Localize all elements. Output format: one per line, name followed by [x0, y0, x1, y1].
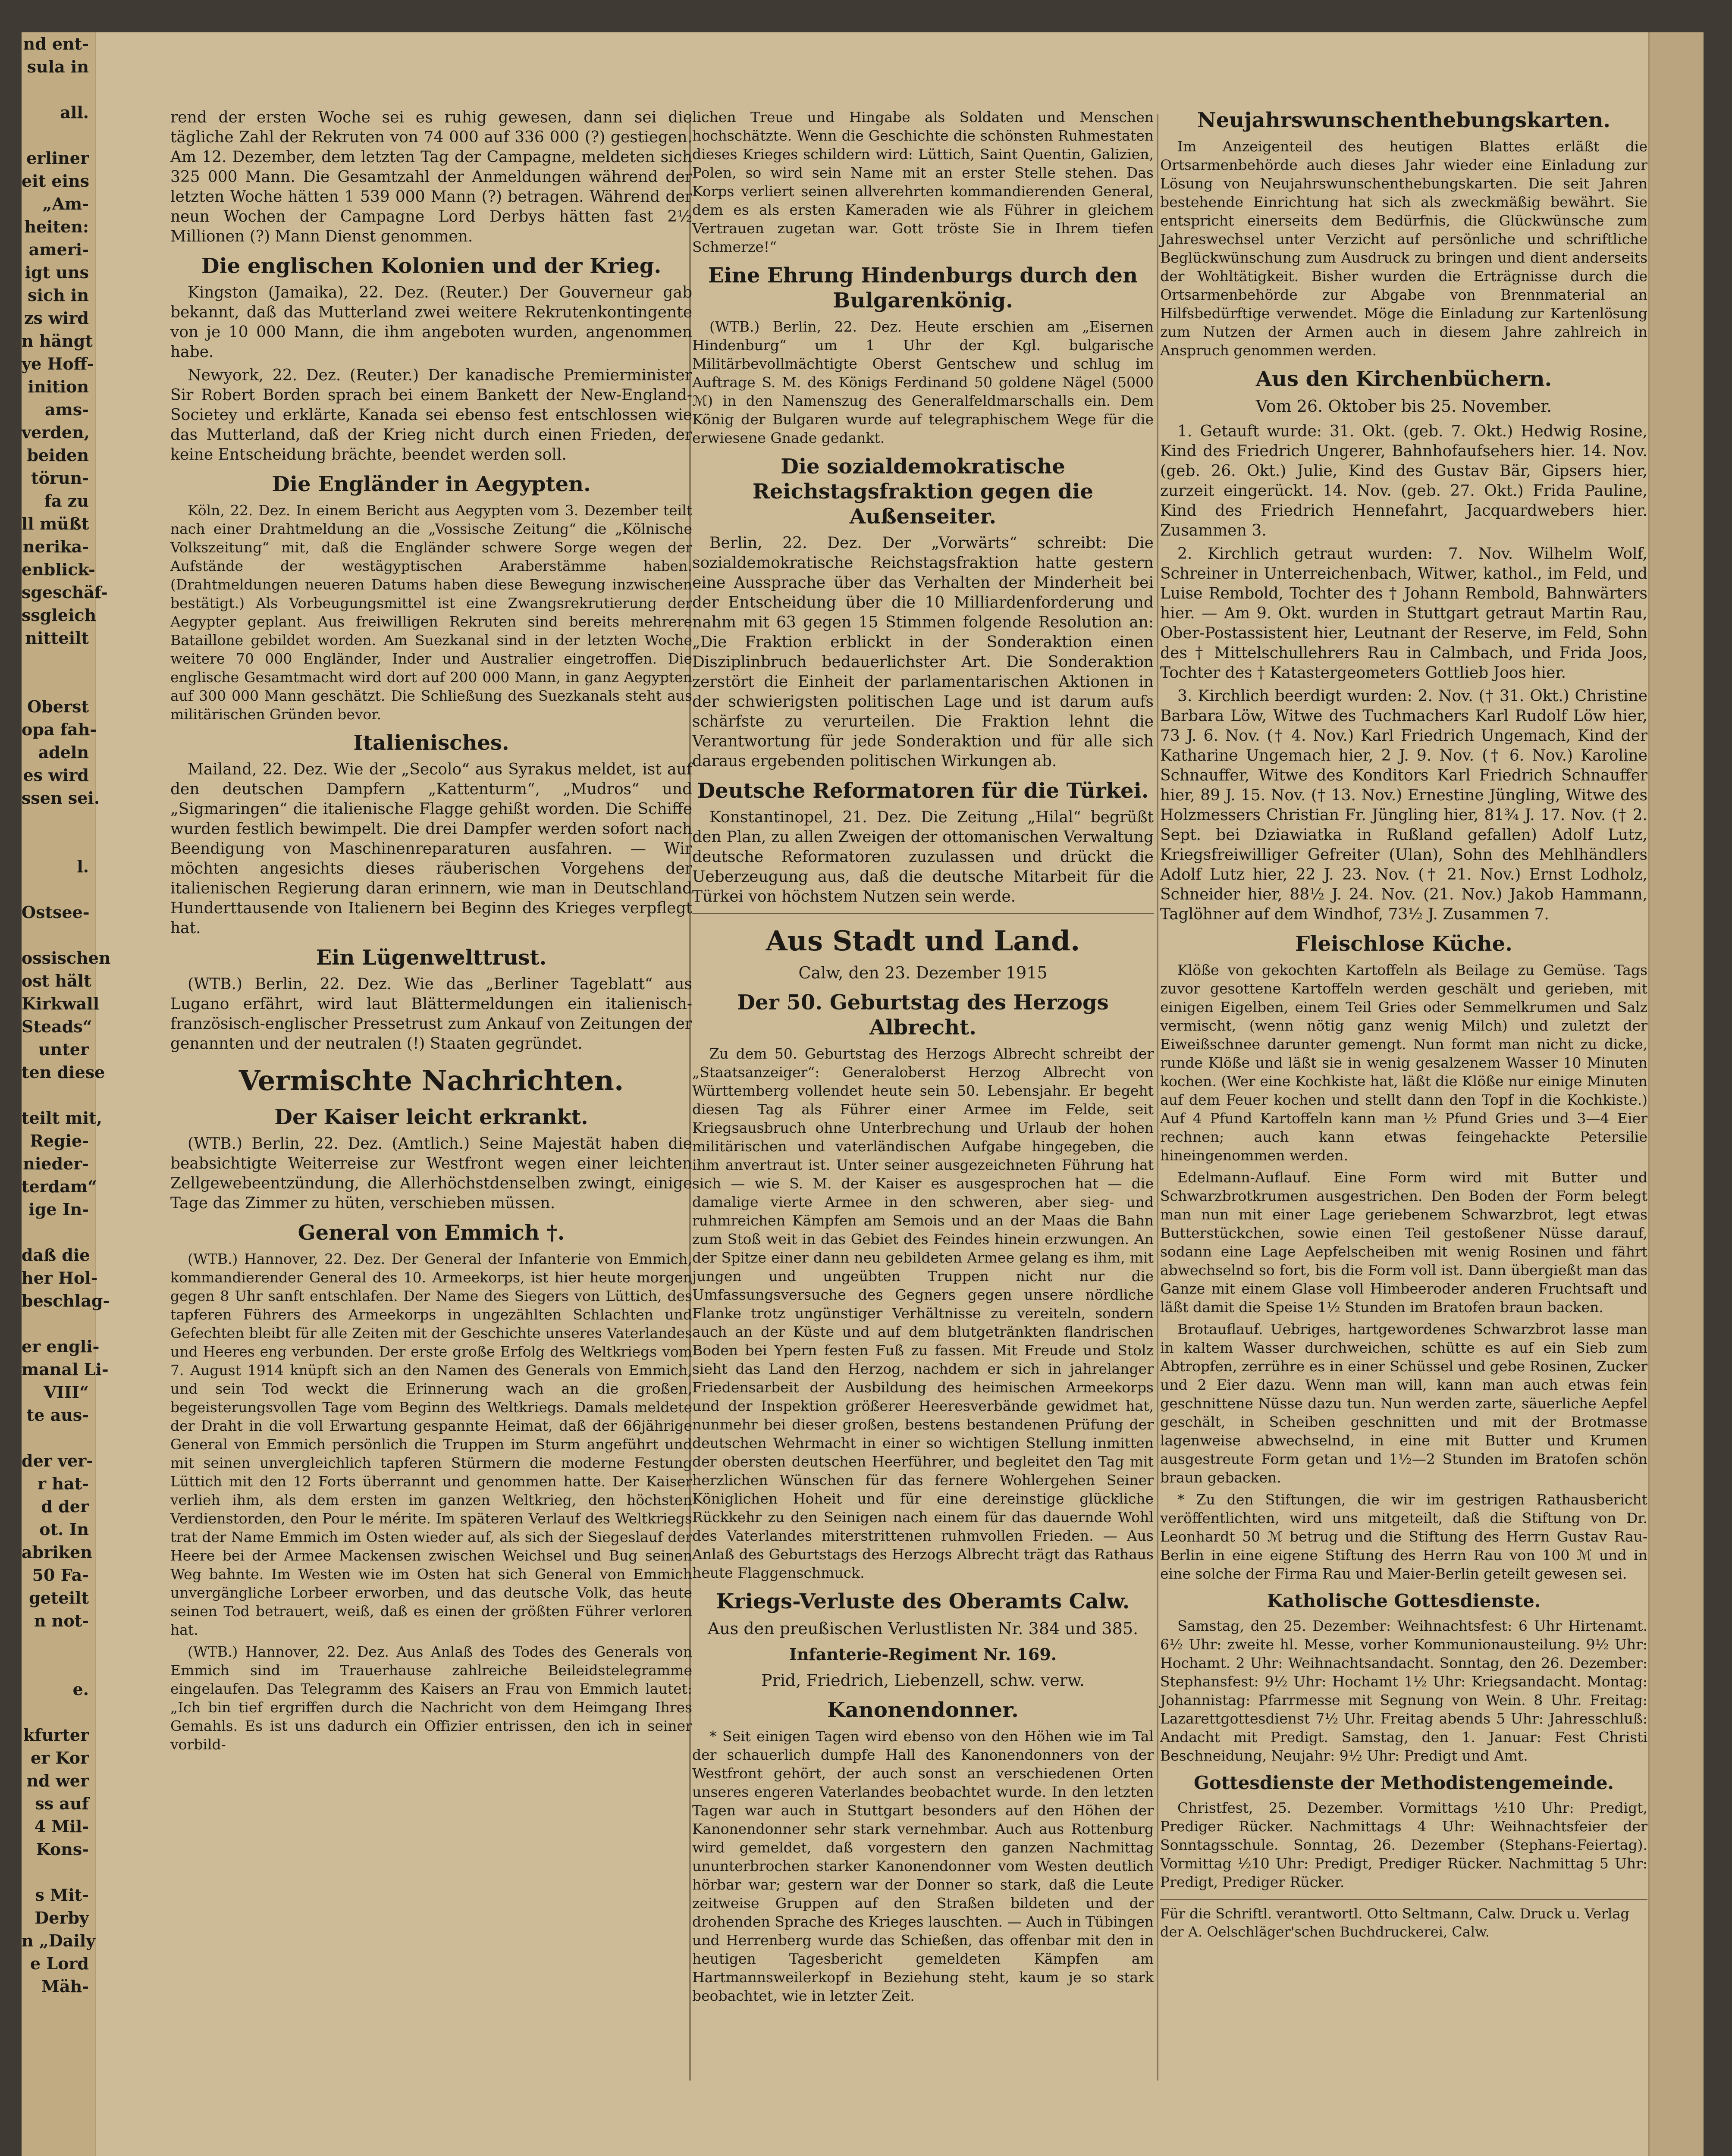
- previous-page-line: er Kor: [31, 1748, 89, 1767]
- previous-page-line: 50 Fa-: [32, 1565, 89, 1585]
- article-text: 2. Kirchlich getraut wurden: 7. Nov. Wilhelm Wolf, Schreiner in Unterreichenbach, Witwer, kathol., im Feld, und Luise Rembold, Tochter des † Johann Rembold, Bahnwärters hier. — Am 9. Okt. wurden in Stuttgart getraut Martin Rau, Ober-Postassistent hier, Leutnant der Reserve, im Feld, Sohn des † Mittelschullehrers Rau in Calmbach, und Frida Joos, Tochter des † Katastergeometers Gottlieb Joos hier.: [1160, 545, 1647, 682]
- article-text: Konstantinopel, 21. Dez. Die Zeitung „Hilal“ begrüßt den Plan, zu allen Zweigen der ottomanischen Verwaltung deutsche Reformatoren zuzulassen und drückt die Ueberzeugung aus, daß die deutsche Mitarbeit für die Türkei von höchstem Nutzen sein werde.: [692, 808, 1154, 906]
- previous-page-line: eit eins: [22, 171, 90, 191]
- article-text: Berlin, 22. Dez. Der „Vorwärts“ schreibt: Die sozialdemokratische Reichstagsfraktion hatte gestern eine Aussprache über das Verhalten der Minderheit bei der Entscheidung über die 10 Milliardenforderung und nahm mit 63 gegen 15 Stimmen folgende Resolution an: „Die Fraktion erblickt in der Sonderaktion einen Disziplinbruch bedauerlichster Art. Die Sonderaktion zerstört die Einheit der parlamentarischen Aktionen in der schwierigsten politischen Lage und ist darum aufs schärfste zu verurteilen. Die Fraktion lehnt die Verantwortung für jede Sonderaktion und für alle sich daraus ergebenden politischen Wirkungen ab.: [692, 534, 1154, 770]
- previous-page-line: [22, 1632, 95, 1655]
- article-text: Edelmann-Auflauf. Eine Form wird mit Butter und Schwarzbrotkrumen ausgestrichen. Den Boden der Form belegt man nun mit einer Lage geriebenem Schwarzbrot, legt etwas Butterstückchen, sowie einen Teil gestoßener Nüsse darauf, sodann eine Lage Aepfelscheiben mit wenig Rosinen und fährt abwechselnd so fort, bis die Form voll ist. Dann übergießt man das Ganze mit einem Glase voll Himbeeroder anderen Fruchtsaft und läßt damit die Speise 1½ Stunden im Bratofen braun backen.: [1160, 1169, 1647, 1316]
- headline: Ein Lügenwelttrust.: [316, 946, 547, 970]
- article-text: Newyork, 22. Dez. (Reuter.) Der kanadische Premierminister Sir Robert Borden sprach bei einem Bankett der New-England-Societey und erklärte, Kanada sei ebenso fest entschlossen wie das Mutterland, daß der Krieg nicht durch einen Frieden, der keine Entscheidung brächte, beendet werden soll.: [170, 367, 692, 464]
- headline: Kanonendonner.: [827, 1698, 1019, 1722]
- previous-page-line: her Hol-: [22, 1268, 98, 1288]
- article-text: Samstag, den 25. Dezember: Weihnachtsfest: 6 Uhr Hirtenamt. 6½ Uhr: zweite hl. Messe, vorher Kommunionausteilung. 9½ Uhr: Hochamt. 2 Uhr: Weihnachtsandacht. Sonntag, den 26. Dezember: Stephansfest: 9½ Uhr: Hochamt 1½ Uhr: Kriegsandacht. Montag: Johannistag: Pfarrmesse mit Segnung von Wein. 8 Uhr. Freitag: Lazarettgottesdienst 7½ Uhr. Freitag abends 5 Uhr: Jahresschluß: Andacht mit Predigt. Samstag, den 1. Januar: Fest Christi Beschneidung, Neujahr: 9½ Uhr: Predigt und Amt.: [1160, 1617, 1647, 1764]
- previous-page-line: d der: [41, 1497, 89, 1516]
- headline: General von Emmich †.: [298, 1221, 565, 1245]
- headline: Aus den Kirchenbüchern.: [1255, 367, 1552, 391]
- previous-page-line: daß die: [22, 1245, 90, 1265]
- previous-page-line: [22, 78, 95, 101]
- article-text: Köln, 22. Dez. In einem Bericht aus Aegypten vom 3. Dezember teilt nach einer Drahtmeldung an die „Vossische Zeitung“ die „Kölnische Volkszeitung“ mit, daß die Engländer schwere Sorge wegen der Aufstände der westägyptischen Araberstämme haben. (Drahtmeldungen neueren Datums haben diese Bewegung inzwischen bestätigt.) Als Vorbeugungsmittel ist eine Zwangsrekrutierung der Aegypter geplant. Aus freiwilligen Rekruten sind bereits mehrere Bataillone gebildet worden. Am Suezkanal sind in der letzten Woche weitere 70 000 Engländer, Inder und Australier eingetroffen. Die englische Gesamtmacht wird dort auf 200 000 Mann, in ganz Aegypten auf 300 000 Mann geschätzt. Die Schließung des Suezkanals steht aus militärischen Gründen bevor.: [170, 502, 692, 723]
- article-text: (WTB.) Berlin, 22. Dez. (Amtlich.) Seine Majestät haben die beabsichtigte Weiterreise zur Westfront wegen einer leichten Zellgewebeentzündung, die Allerhöchstdenselben zwingt, einige Tage das Zimmer zu hüten, verschieben müssen.: [170, 1135, 692, 1212]
- previous-page-line: Mäh-: [41, 1977, 89, 1996]
- previous-page-line: erliner: [26, 148, 89, 168]
- previous-page-line: zs wird: [24, 308, 89, 328]
- previous-page-line: ost hält: [22, 971, 91, 990]
- previous-page-line: adeln: [38, 743, 89, 762]
- previous-page-line: [22, 1084, 95, 1106]
- previous-page-line: ossischen: [22, 948, 111, 968]
- headline: Gottesdienste der Methodistengemeinde.: [1193, 1772, 1614, 1793]
- previous-page-line: nerika-: [23, 537, 89, 556]
- previous-page-line: n „Daily: [22, 1931, 96, 1950]
- previous-page-line: l.: [77, 857, 89, 876]
- headline: Die sozialdemokratische Reichstagsfraktion gegen die Außenseiter.: [752, 454, 1094, 529]
- previous-page-line: e.: [72, 1680, 89, 1699]
- previous-page-line: inition: [28, 377, 89, 396]
- previous-page-line: e Lord: [30, 1954, 89, 1973]
- previous-page-line: heiten:: [24, 217, 89, 236]
- previous-page-line: „Am-: [42, 194, 89, 213]
- article-text: Im Anzeigenteil des heutigen Blattes erläßt die Ortsarmenbehörde auch dieses Jahr wieder eine Einladung zur Lösung von Neujahrswunschenthebungskarten. Die seit Jahren bestehende Einrichtung hat sich als zweckmäßig bewährt. Sie entspricht einerseits dem Bedürfnis, die Glückwünsche zum Jahreswechsel unter Verzicht auf persönliche und schriftliche Beglückwünschung zum Ausdruck zu bringen und dient anderseits der Wohltätigkeit. Bisher wurden die Erträgnisse durch die Ortsarmenbehörde zur Abgabe von Brennmaterial an Hilfsbedürftige verwendet. Möge die Einladung zur Kartenlösung zum Nutzen der Armen auch in diesem Jahre zahlreich in Anspruch genommen werden.: [1160, 138, 1647, 359]
- article-text: * Seit einigen Tagen wird ebenso von den Höhen wie im Tal der schauerlich dumpfe Hall des Kanonendonners von der Westfront gehört, der auch sonst an verschiedenen Orten unseres engeren Vaterlandes beobachtet wurde. In den letzten Tagen war auch in Stuttgart besonders auf den Höhen der Kanonendonner sehr stark vernehmbar. Auch aus Rottenburg wird gemeldet, daß vorgestern den ganzen Nachmittag ununterbrochen starker Kanonendonner vom Westen deutlich hörbar war; gestern war der Donner so stark, daß die Leute zeitweise Gruppen auf den Straßen bildeten und der drohenden Sprache des Krieges lauschten. — Auch in Tübingen und Herrenberg wurde das Schießen, das offenbar mit den in heutigen Tagesbericht gemeldeten Kämpfen am Hartmannsweilerkopf in Beziehung steht, kaum je so stark beobachtet, wie in letzter Zeit.: [692, 1728, 1154, 2004]
- previous-page-strip: [22, 32, 111, 2156]
- article-text: Christfest, 25. Dezember. Vormittags ½10 Uhr: Predigt, Prediger Rücker. Nachmittags 4 Uhr: Weihnachtsfeier der Sonntagsschule. Sonntag, 26. Dezember (Stephans-Feiertag). Vormittag ½10 Uhr: Predigt, Prediger Rücker. Nachmittag 5 Uhr: Predigt, Prediger Rücker.: [1160, 1799, 1647, 1890]
- previous-page-line: nitteilt: [25, 628, 89, 648]
- previous-page-line: nieder-: [23, 1154, 89, 1173]
- previous-page-line: [22, 809, 95, 832]
- previous-page-line: unter: [38, 1040, 89, 1059]
- previous-page-line: es wird: [23, 765, 89, 785]
- previous-page-line: terdam“: [22, 1177, 97, 1196]
- dateline: Calw, den 23. Dezember 1915: [798, 963, 1048, 982]
- previous-page-line: [22, 1701, 95, 1724]
- previous-page-line: 4 Mil-: [34, 1817, 89, 1836]
- section-rule: [692, 913, 1154, 914]
- previous-page-line: fa zu: [44, 491, 89, 511]
- previous-page-line: Regie-: [30, 1131, 89, 1150]
- article-text: Brotauflauf. Uebriges, hartgewordenes Schwarzbrot lasse man in kaltem Wasser durchweichen, schütte es auf ein Sieb zum Abtropfen, zerrühre es in einer Schüssel und gebe Rosinen, Zucker und 2 Eier dazu. Wenn man will, kann man auch etwas fein geschnittene Nüsse dazu tun. Nun werden zarte, säuerliche Aepfel geschält, in Scheiben geschnitten und mit der Brotmasse lagenweise abwechselnd, in eine mit Butter und Krumen ausgestreute Form getan und 1½—2 Stunden im Bratofen schön braun gebacken.: [1160, 1321, 1647, 1486]
- previous-page-line: [22, 1655, 95, 1678]
- column-2: [692, 108, 1154, 2009]
- previous-page-line: n hängt: [22, 331, 93, 351]
- section-headline: Vermischte Nachrichten.: [238, 1065, 624, 1097]
- newspaper-page: [22, 32, 1704, 2156]
- column-1: [170, 108, 692, 1757]
- previous-page-line: der ver-: [22, 1451, 94, 1470]
- previous-page-line: nd wer: [26, 1771, 89, 1790]
- article-text: Mailand, 22. Dez. Wie der „Secolo“ aus Syrakus meldet, ist auf den deutschen Dampfern „Kattenturm“, „Mudros“ und „Sigmaringen“ die italienische Flagge gehißt worden. Die Schiffe wurden festlich bewimpelt. Die drei Dampfer werden sofort nach Beendigung von Maschinenreparaturen ausfahren. — Wir möchten angesichts dieses räuberischen Vorgehens der italienischen Regierung daran erinnern, wie man in Deutschland Hunderttausende von Italienern bei Beginn des Krieges verpflegt hat.: [170, 761, 692, 937]
- previous-page-line: sula in: [27, 57, 89, 76]
- previous-page-line: Kons-: [36, 1839, 89, 1859]
- column-3: [1160, 108, 1647, 1941]
- headline: Deutsche Reformatoren für die Türkei.: [697, 779, 1149, 803]
- previous-page-line: ameri-: [28, 240, 89, 259]
- previous-page-line: te aus-: [26, 1405, 89, 1425]
- article-text: 1. Getauft wurde: 31. Okt. (geb. 7. Okt.) Hedwig Rosine, Kind des Friedrich Ungerer, Bahnhofaufsehers hier. 14. Nov. (geb. 26. Okt.) Julie, Kind des Gustav Bär, Gipsers hier, zurzeit eingerückt. 14. Nov. (geb. 27. Okt.) Frida Pauline, Kind des Friedrich Hennefahrt, Jacquardwebers hier. Zusammen 3.: [1160, 423, 1647, 539]
- article-text: (WTB.) Hannover, 22. Dez. Der General der Infanterie von Emmich, kommandierender General des 10. Armeekorps, ist hier heute morgen gegen 8 Uhr sanft entschlafen. Der Name des Siegers von Lüttich, des tapferen Führers des Armeekorps in ungezählten Schlachten und Gefechten bleibt für alle Zeiten mit der Geschichte unseres Vaterlandes und Heeres eng verbunden. Der erste große Erfolg des Weltkriegs vom 7. August 1914 knüpft sich an den Namen des Generals von Emmich, und sein Tod weckt die Erinnerung wach an die großen, begeisterungsvollen Tage vom Beginn des Weltkriegs. Damals meldete der Draht in die voll Erwartung gespannte Heimat, daß der 66jährige General von Emmich persönlich die Truppen im Sturm angeführt und mit seinen unvergleichlich tapferen Stürmern die moderne Festung Lüttich mit den 12 Forts überrannt und genommen hatte. Der Kaiser verlieh ihm, als dem ersten im ganzen Weltkrieg, den höchsten Verdienstorden, den Pour le mérite. Im späteren Verlauf des Weltkriegs trat der Name Emmich im Osten wieder auf, als sich der Siegeslauf der Heere bei der Armee Mackensen zwischen Weichsel und Bug seinen Weg bahnte. Im Westen wie im Osten hat sich General von Emmich unvergängliche Lorbeer erworben, und das deutsche Volk, das heute seinen Tod betrauert, weiß, daß es einen der größten Führer verloren hat.: [170, 1250, 692, 1638]
- headline: Der 50. Geburtstag des Herzogs Albrecht.: [737, 990, 1109, 1040]
- previous-page-line: ot. In: [39, 1520, 89, 1539]
- headline: Die englischen Kolonien und der Krieg.: [201, 254, 662, 278]
- previous-page-line: sgeschäf-: [22, 583, 108, 602]
- article-text: 3. Kirchlich beerdigt wurden: 2. Nov. († 31. Okt.) Christine Barbara Löw, Witwe des Tuchmachers Karl Rudolf Löw hier, 73 J. 6. Nov. († 4. Nov.) Karl Friedrich Ungemach, Kind der Katharine Ungemach hier, 2 J. 9. Nov. († 6. Nov.) Karoline Schnauffer, Witwe des Konditors Karl Friedrich Schnauffer hier, 89 J. 15. Nov. († 13. Nov.) Ernestine Jüngling, Witwe des Holzmessers Christian Fr. Jüngling hier, 81¾ J. 17. Nov. († 2. Sept. bei Dziawiatka in Rußland gefallen) Adolf Lutz, Kriegsfreiwilliger Gefreiter (Ulan), Sohn des Mehlhändlers Adolf Lutz hier, 22 J. 23. Nov. († 21. Nov.) Ernst Lodholz, Schneider hier, 88½ J. 24. Nov. (21. Nov.) Jakob Hammann, Taglöhner auf dem Windhof, 73½ J. Zusammen 7.: [1160, 687, 1647, 923]
- headline: Neujahrswunschenthebungskarten.: [1197, 108, 1611, 132]
- previous-page-line: [22, 924, 95, 946]
- previous-page-line: nd ent-: [23, 34, 89, 53]
- headline: Eine Ehrung Hindenburgs durch den Bulgarenkönig.: [708, 263, 1138, 313]
- column-rule: [1157, 114, 1158, 2081]
- previous-page-line: enblick-: [22, 560, 95, 579]
- previous-page-line: teilt mit,: [22, 1108, 102, 1128]
- previous-page-line: ss auf: [35, 1794, 89, 1813]
- previous-page-line: all.: [60, 103, 89, 122]
- previous-page-line: ams-: [45, 400, 89, 419]
- previous-page-line: [22, 1426, 95, 1449]
- previous-page-line: [22, 672, 95, 695]
- casualty-entry: Prid, Friedrich, Liebenzell, schw. verw.: [761, 1671, 1085, 1690]
- previous-page-line: kfurter: [23, 1725, 89, 1745]
- previous-page-line: n not-: [34, 1611, 89, 1630]
- previous-page-line: ye Hoff-: [22, 354, 94, 373]
- previous-page-line: r hat-: [38, 1474, 89, 1493]
- previous-page-line: ten diese: [22, 1062, 105, 1082]
- previous-page-line: Steads“: [22, 1017, 92, 1036]
- headline: Italienisches.: [353, 731, 509, 755]
- headline: Kriegs-Verluste des Oberamts Calw.: [716, 1589, 1130, 1614]
- subheading: Vom 26. Oktober bis 25. November.: [1255, 397, 1552, 416]
- previous-page-line: ssen sei.: [22, 788, 100, 808]
- previous-page-line: [22, 1861, 95, 1883]
- previous-page-line: Kirkwall: [22, 994, 100, 1013]
- previous-page-line: sich in: [28, 285, 89, 305]
- previous-page-line: verden,: [22, 423, 90, 442]
- page-edge: [1648, 32, 1704, 2156]
- previous-page-line: törun-: [31, 468, 89, 488]
- previous-page-line: ssgleich: [22, 605, 97, 625]
- section-headline: Aus Stadt und Land.: [766, 925, 1080, 957]
- subheading: Infanterie-Regiment Nr. 169.: [789, 1645, 1057, 1664]
- imprint-footer: Für die Schriftl. verantwortl. Otto Seltmann, Calw. Druck u. Verlag der A. Oelschläger'schen Buchdruckerei, Calw.: [1160, 1899, 1647, 1941]
- headline: Katholische Gottesdienste.: [1267, 1590, 1541, 1611]
- previous-page-line: igt uns: [25, 263, 89, 282]
- headline: Fleischlose Küche.: [1295, 932, 1512, 956]
- previous-page-line: Derby: [35, 1908, 89, 1927]
- headline: Der Kaiser leicht erkrankt.: [274, 1105, 588, 1129]
- article-text: rend der ersten Woche sei es ruhig gewesen, dann sei die tägliche Zahl der Rekruten von 74 000 auf 336 000 (?) gestiegen. Am 12. Dezember, dem letzten Tag der Campagne, meldeten sich 325 000 Mann. Die Gesamtzahl der Anmeldungen während der letzten Woche hätten 1 539 000 Mann (?) betragen. Während der neun Wochen der Campagne Lord Derbys hätten fast 2½ Millionen (?) Mann Dienst genommen.: [170, 109, 692, 245]
- previous-page-line: abriken: [22, 1542, 92, 1562]
- previous-page-line: manal Li-: [22, 1360, 109, 1379]
- subheading: Aus den preußischen Verlustlisten Nr. 384 und 385.: [707, 1619, 1139, 1638]
- previous-page-line: beschlag-: [22, 1291, 110, 1310]
- previous-page-line: [22, 124, 95, 147]
- previous-page-line: [22, 1221, 95, 1244]
- article-text: * Zu den Stiftungen, die wir im gestrigen Rathausbericht veröffentlichten, wird uns mitgeteilt, daß die Stiftung von Dr. Leonhardt 50 ℳ betrug und die Stiftung des Herrn Gustav Rau-Berlin in eine eigene Stiftung des Herrn Rau von 100 ℳ und in eine solche der Firma Rau und Maier-Berlin geteilt gewesen sei.: [1160, 1491, 1647, 1582]
- headline: Die Engländer in Aegypten.: [272, 472, 591, 496]
- article-text: (WTB.) Berlin, 22. Dez. Heute erschien am „Eisernen Hindenburg“ um 1 Uhr der Kgl. bulgarische Militärbevollmächtigte Oberst Gentschew und schlug im Auftrage S. M. des Königs Ferdinand 50 goldene Nägel (5000 ℳ) in den Namenszug des Generalfeldmarschalls ein. Dem König der Bulgaren wurde auf telegraphischem Wege für die erwiesene Gnade gedankt.: [692, 318, 1154, 446]
- article-text: Kingston (Jamaika), 22. Dez. (Reuter.) Der Gouverneur gab bekannt, daß das Mutterland zwei weitere Rekrutenkontingente von je 10 000 Mann, die ihm angeboten wurden, angenommen habe.: [170, 284, 692, 361]
- article-text: (WTB.) Berlin, 22. Dez. Wie das „Berliner Tageblatt“ aus Lugano erfährt, wird laut Blättermeldungen ein italienisch-französisch-englischer Pressetrust zum Ankauf von Zeitungen der genannten und der neutralen (!) Staaten gegründet.: [170, 975, 692, 1053]
- previous-page-line: beiden: [27, 445, 89, 465]
- previous-page-line: s Mit-: [35, 1885, 89, 1905]
- previous-page-line: VIII“: [44, 1382, 89, 1402]
- previous-page-line: [22, 832, 95, 855]
- previous-page-line: ll müßt: [22, 514, 89, 533]
- article-text: (WTB.) Hannover, 22. Dez. Aus Anlaß des Todes des Generals von Emmich sind im Trauerhause zahlreiche Beileidstelegramme eingelaufen. Das Telegramm des Kaisers an Frau von Emmich lautet: „Ich bin tief ergriffen durch die Nachricht von dem Heimgang Ihres Gemahls. Es ist uns dadurch ein Offizier entrissen, den ich in seiner vorbild-: [170, 1643, 692, 1753]
- previous-page-line: Ostsee-: [22, 903, 90, 922]
- previous-page-line: opa fah-: [22, 720, 97, 739]
- previous-page-line: Oberst: [27, 697, 89, 716]
- previous-page-line: [22, 1312, 95, 1335]
- previous-page-line: [22, 878, 95, 901]
- previous-page-line: [22, 649, 95, 672]
- article-text: lichen Treue und Hingabe als Soldaten und Menschen hochschätzte. Wenn die Geschichte die schönsten Ruhmestaten dieses Krieges schildern wird: Lüttich, Saint Quentin, Galizien, Polen, so wird sein Name mit an erster Stelle stehen. Das Korps verliert seinen allverehrten kommandierenden General, dem es als ersten Kameraden wie als Führer in gleichem Vertrauen zugetan war. Gott tröste Sie in Ihrem tiefen Schmerze!“: [692, 109, 1154, 255]
- previous-page-line: er engli-: [22, 1337, 100, 1356]
- article-text: Klöße von gekochten Kartoffeln als Beilage zu Gemüse. Tags zuvor gesottene Kartoffeln werden geschält und gerieben, mit einigen Eigelben, einem Teil Gries oder Semmelkrumen und Salz vermischt, (wenn nötig ganz wenig Milch) und zuletzt der Eiweißschnee darunter gemengt. Nun formt man nicht zu dicke, runde Klöße und läßt sie in wenig gesalzenem Wasser 10 Minuten kochen. (Wer eine Kochkiste hat, läßt die Klöße nur einige Minuten auf dem Feuer kochen und stellt dann den Topf in die Kochkiste.) Auf 4 Pfund Kartoffeln kann man ½ Pfund Gries und 3—4 Eier rechnen; auch kann etwas feingehackte Petersilie hineingenommen werden.: [1160, 962, 1647, 1164]
- previous-page-line: geteilt: [29, 1588, 89, 1608]
- previous-page-line: ige In-: [28, 1200, 89, 1219]
- article-text: Zu dem 50. Geburtstag des Herzogs Albrecht schreibt der „Staatsanzeiger“: Generaloberst Herzog Albrecht von Württemberg vollendet heute sein 50. Lebensjahr. Er begeht diesen Tag als Führer einer Armee im Felde, seit Kriegsausbruch ohne Unterbrechung und Urlaub der hohen militärischen und vaterländischen Aufgabe hingegeben, die ihm anvertraut ist. Unter seiner ausgezeichneten Führung hat sich — wie S. M. der Kaiser es ausgesprochen hat — die damalige vierte Armee in den schweren, aber sieg- und ruhmreichen Kämpfen am Semois und an der Maas die Bahn zum Stoß weit in das Gebiet des Feindes hinein erzwungen. An der Spitze einer dann neu gebildeten Armee gelang es ihm, mit jungen und ungeübten Truppen nicht nur die Umfassungsversuche des Gegners gegen unsere nördliche Flanke trotz ungünstiger Verhältnisse zu vereiteln, sondern auch an der Küste und auf dem blutgetränkten flandrischen Boden bei Ypern festen Fuß zu fassen. Mit Freude und Stolz sieht das Land den Herzog, nachdem er sich in jahrelanger Friedensarbeit der Ausbildung des heimischen Armeekorps und der Inspektion größerer Heeresverbände gewidmet hat, nunmehr bei dieser großen, bestens bestandenen Prüfung der deutschen Wehrmacht in einer so wichtigen Stellung inmitten der obersten deutschen Heerführer, und begleitet den Tag mit herzlichen Wünschen für das fernere Wohlergehen Seiner Königlichen Hoheit und für eine dereinstige glückliche Rückkehr zu den Seinigen nach einem für das dauernde Wohl des Vaterlandes miterstrittenen ruhmvollen Frieden. — Aus Anlaß des Geburtstags des Herzogs Albrecht trägt das Rathaus heute Flaggenschmuck.: [692, 1045, 1154, 1581]
